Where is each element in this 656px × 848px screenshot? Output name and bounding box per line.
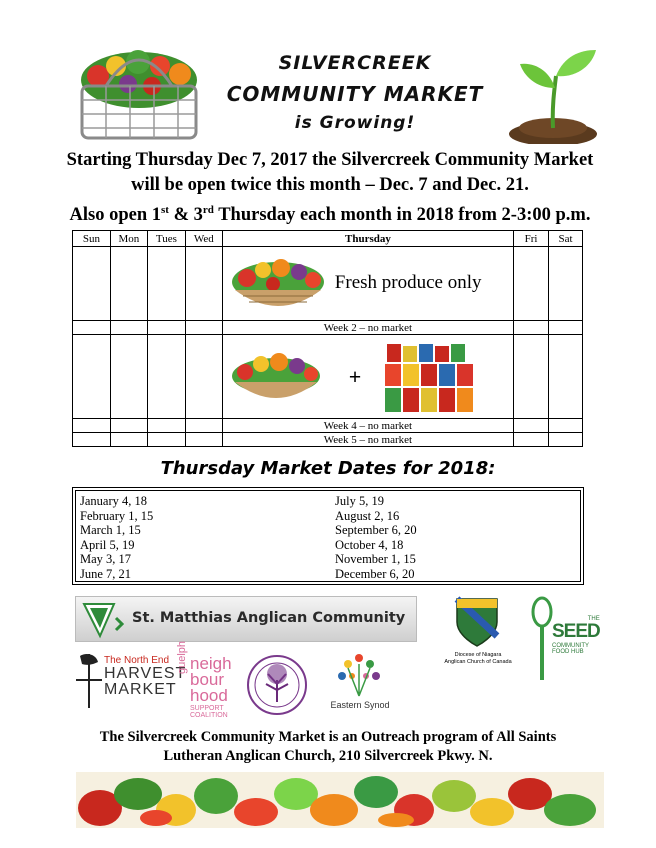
calendar-week-4 — [73, 419, 583, 433]
eastern-synod-text: Eastern Synod — [330, 700, 390, 710]
intro-line-3c: Thursday each month in 2018 from 2-3:00 p.m. — [213, 205, 591, 226]
harvest-north-end: North End — [124, 655, 170, 666]
intro-line-3 — [40, 198, 620, 227]
diocese-line-1: Diocese of Niagara — [454, 652, 502, 658]
harvest-line-3: MARKET — [104, 681, 177, 698]
intro-line-1: Starting Thursday Dec 7, 2017 the Silvercreek Community Market — [66, 150, 594, 170]
fresh-produce-label: Fresh produce only — [334, 271, 482, 293]
canned-goods-image — [383, 340, 483, 416]
day-sun: Sun — [73, 231, 111, 247]
eastern-synod-flower-icon — [334, 650, 384, 698]
day-fri: Fri — [514, 231, 549, 247]
seed-sub-1: COMMUNITY — [552, 643, 589, 649]
calendar-week-5 — [73, 433, 583, 447]
monthly-calendar — [72, 230, 583, 447]
intro-line-2: will be open twice this month – Dec. 7 and Dec. 21. — [131, 175, 529, 195]
day-sat: Sat — [549, 231, 583, 247]
onward-willow-text — [246, 716, 308, 717]
title-line-3: is Growing! — [294, 113, 416, 133]
title-line-1: SILVERCREEK — [278, 52, 432, 74]
calendar-week-3 — [73, 335, 583, 419]
seedling-sprout-image — [506, 42, 600, 144]
dates-column-left — [80, 494, 153, 582]
date-october: October 4, 18 — [335, 537, 404, 552]
neigh-3: hood — [190, 686, 228, 706]
date-august: August 2, 16 — [335, 508, 400, 523]
onward-willow-tree-icon — [246, 654, 308, 716]
week-3-thursday-cell — [222, 335, 513, 419]
rooster-weathervane-icon — [72, 650, 106, 708]
st-matthias-logo-icon — [80, 600, 124, 640]
vegetable-basket-image — [76, 40, 202, 144]
diocese-line-2: Anglican Church of Canada — [444, 659, 512, 665]
st-matthias-banner — [75, 596, 417, 642]
seed-spoon-logo-icon — [530, 596, 554, 682]
seed-the: THE — [587, 616, 600, 622]
neigh-1: neigh — [190, 654, 232, 673]
week-2-note: Week 2 – no market — [222, 321, 513, 335]
date-april: April 5, 19 — [80, 537, 135, 552]
neigh-5: COALITION — [190, 712, 228, 720]
date-november: November 1, 15 — [335, 552, 416, 567]
calendar-week-1 — [73, 247, 583, 321]
date-january: January 4, 18 — [80, 494, 147, 508]
outreach-line-2: Lutheran Anglican Church, 210 Silvercreek Pkwy. N. — [163, 748, 493, 764]
plus-sign: + — [348, 363, 362, 389]
calendar-week-2 — [73, 321, 583, 335]
date-july: July 5, 19 — [335, 494, 384, 508]
date-september: September 6, 20 — [335, 523, 417, 538]
fresh-produce-banner-image — [76, 772, 604, 828]
outreach-statement — [40, 728, 616, 766]
day-thursday: Thursday — [222, 231, 513, 247]
neigh-4: SUPPORT — [190, 705, 224, 713]
dates-column-right — [335, 494, 417, 582]
seed-sub-2: FOOD HUB — [552, 649, 584, 655]
seed-logo-text — [552, 616, 600, 655]
outreach-line-1: The Silvercreek Community Market is an Outreach program of All Saints — [99, 729, 557, 745]
date-december: December 6, 20 — [335, 566, 415, 581]
date-june: June 7, 21 — [80, 566, 132, 581]
day-mon: Mon — [110, 231, 147, 247]
week-5-note: Week 5 – no market — [222, 433, 513, 447]
harvest-market-logo — [104, 656, 186, 698]
date-may: May 3, 17 — [80, 552, 132, 567]
day-wed: Wed — [185, 231, 222, 247]
market-dates-box — [72, 487, 584, 585]
intro-line-3a: Also open 1 — [69, 205, 162, 226]
diocese-shield-icon — [454, 596, 500, 648]
title-line-2: COMMUNITY MARKET — [226, 82, 484, 106]
harvest-the: The — [104, 655, 122, 666]
seed-name: SEED — [552, 621, 600, 642]
ordinal-rd: rd — [202, 204, 214, 216]
week-4-note: Week 4 – no market — [222, 419, 513, 433]
day-tues: Tues — [147, 231, 185, 247]
week-1-thursday-cell — [222, 247, 513, 321]
calendar-header-row — [73, 231, 583, 247]
diocese-text — [430, 652, 526, 666]
market-dates-title: Thursday Market Dates for 2018: — [160, 458, 496, 479]
produce-basket-image — [229, 348, 323, 408]
date-february: February 1, 15 — [80, 508, 154, 523]
neighbourhood-coalition-logo — [190, 656, 232, 720]
harvest-line-2: HARVEST — [104, 665, 187, 682]
date-march: March 1, 15 — [80, 523, 141, 538]
produce-basket-image — [229, 252, 327, 316]
intro-line-3b: & 3 — [168, 205, 203, 226]
ordinal-st: st — [161, 204, 169, 216]
neigh-guelph: guelph — [176, 640, 188, 674]
st-matthias-name: St. Matthias Anglican Community — [132, 610, 406, 626]
neigh-2: bour — [190, 670, 225, 690]
